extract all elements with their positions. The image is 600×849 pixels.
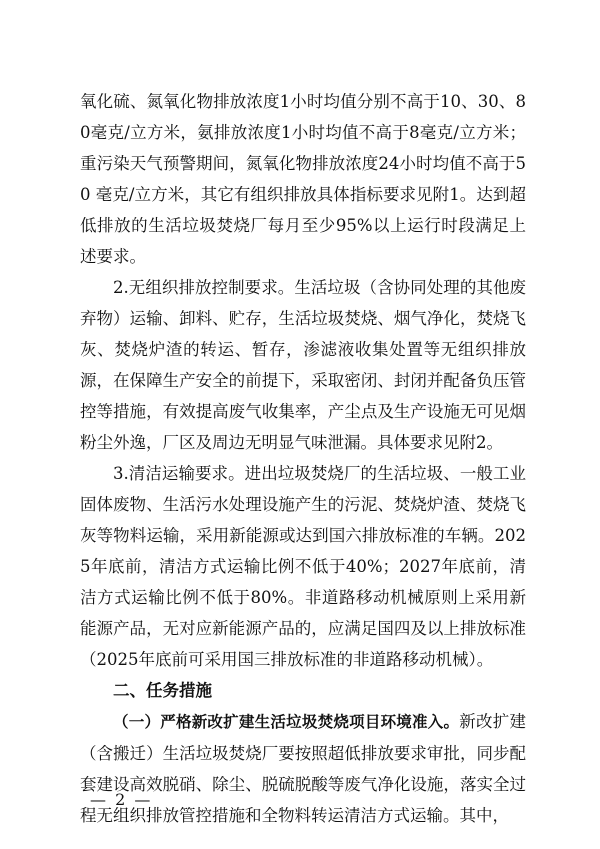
- paragraph-emission-limits: 氧化硫、氮氧化物排放浓度1小时均值分别不高于10、30、80毫克/立方米，氨排放浓度1小时均值不高于8毫克/立方米；重污染天气预警期间，氮氧化物排放浓度24小时均值不高于50 毫克/立方米，其它有组织排放具体指标要求见附1。达到超低排放的生活垃圾焚烧厂每月至少95%以上运行时段满足上述要求。: [80, 92, 526, 266]
- paragraph-clean-transport: 3.清洁运输要求。进出垃圾焚烧厂的生活垃圾、一般工业固体废物、生活污水处理设施产生的污泥、焚烧炉渣、焚烧飞灰等物料运输，采用新能源或达到国六排放标准的车辆。2025年底前，清洁方式运输比例不低于40%；2027年底前，清洁方式运输比例不低于80%。非道路移动机械原则上采用新能源产品，无对应新能源产品的，应满足国四及以上排放标准（2025年底前可采用国三排放标准的非道路移动机械）。: [80, 464, 526, 669]
- page-number: — 2 —: [90, 790, 153, 809]
- section-heading-tasks: 二、任务措施: [113, 681, 212, 700]
- paragraph-fugitive-emission-control: 2.无组织排放控制要求。生活垃圾（含协同处理的其他废弃物）运输、卸料、贮存，生活垃圾焚烧、烟气净化，焚烧飞灰、焚烧炉渣的转运、暂存，渗滤液收集处置等无组织排放源，在保障生产安全的前提下，采取密闭、封闭并配备负压管控等措施，有效提高废气收集率，产尘点及生产设施无可见烟粉尘外逸，厂区及周边无明显气味泄漏。具体要求见附2。: [80, 278, 526, 452]
- paragraph-project-access-body: 新改扩建（含搬迁）生活垃圾焚烧厂要按照超低排放要求审批，同步配套建设高效脱硝、除尘、脱硫脱酸等废气净化设施，落实全过程无组织排放管控措施和全物料转运清洁方式运输。其中，: [80, 712, 526, 825]
- paragraph-project-access: [80, 706, 526, 831]
- paragraph-project-access-lead: （一）严格新改扩建生活垃圾焚烧项目环境准入。: [113, 713, 460, 731]
- document-body: [80, 86, 526, 831]
